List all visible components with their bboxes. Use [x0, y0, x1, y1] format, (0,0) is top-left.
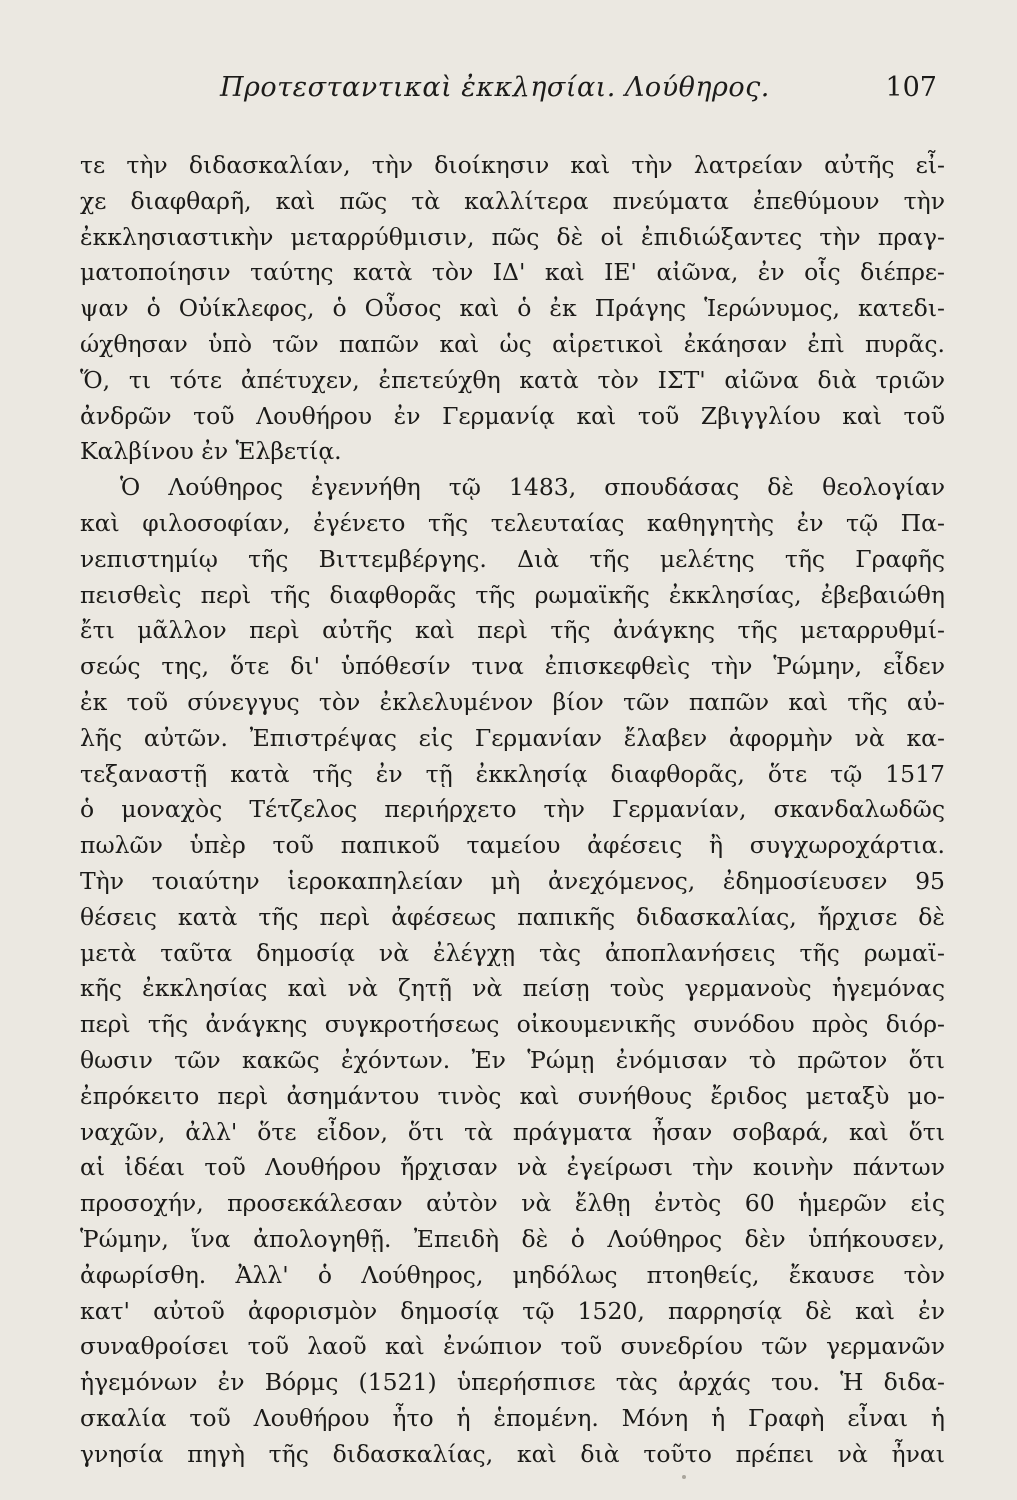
text-line: ψαν ὁ Οὐίκλεφος, ὁ Οὖσος καὶ ὁ ἐκ Πράγης Ἱερώνυμος, κατεδι-: [80, 294, 945, 323]
text-line: κατ' αὐτοῦ ἀφορισμὸν δημοσίᾳ τῷ 1520, παρρησίᾳ δὲ καὶ ἐν: [80, 1296, 945, 1325]
page-header: [80, 72, 937, 112]
text-line: τε τὴν διδασκαλίαν, τὴν διοίκησιν καὶ τὴν λατρείαν αὐτῆς εἶ-: [80, 151, 945, 179]
text-line: αἱ ἰδέαι τοῦ Λουθήρου ἤρχισαν νὰ ἐγείρωσι τὴν κοινὴν πάντων: [80, 1153, 945, 1182]
text-line: τεξαναστῇ κατὰ τῆς ἐν τῇ ἐκκλησίᾳ διαφθορᾶς, ὅτε τῷ 1517: [80, 759, 945, 788]
body-text: [80, 148, 945, 1472]
text-line: ἐκ τοῦ σύνεγγυς τὸν ἐκλελυμένον βίον τῶν παπῶν καὶ τῆς αὐ-: [80, 687, 945, 716]
text-line: ἐπρόκειτο περὶ ἀσημάντου τινὸς καὶ συνήθους ἔριδος μεταξὺ μο-: [80, 1081, 945, 1110]
text-line: ἔτι μᾶλλον περὶ αὐτῆς καὶ περὶ τῆς ἀνάγκης τῆς μεταρρυθμί-: [80, 616, 945, 645]
text-line: ἀνδρῶν τοῦ Λουθήρου ἐν Γερμανίᾳ καὶ τοῦ Ζβιγγλίου καὶ τοῦ: [80, 401, 945, 430]
text-line: ἡγεμόνων ἐν Βόρμς (1521) ὑπερήσπισε τὰς ἀρχάς του. Ἡ διδα-: [80, 1368, 945, 1397]
text-line: σκαλία τοῦ Λουθήρου ἦτο ἡ ἑπομένη. Μόνη ἡ Γραφὴ εἶναι ἡ: [80, 1403, 945, 1432]
text-line: σεώς της, ὅτε δι' ὑπόθεσίν τινα ἐπισκεφθεὶς τὴν Ῥώμην, εἶδεν: [80, 652, 945, 681]
text-line: ώχθησαν ὑπὸ τῶν παπῶν καὶ ὡς αἱρετικοὶ ἐκάησαν ἐπὶ πυρᾶς.: [80, 329, 945, 358]
text-line: ναχῶν, ἀλλ' ὅτε εἶδον, ὅτι τὰ πράγματα ἦσαν σοβαρά, καὶ ὅτι: [80, 1117, 945, 1146]
text-line: ματοποίησιν ταύτης κατὰ τὸν ΙΔ' καὶ ΙΕ' αἰῶνα, ἐν οἷς διέπρε-: [80, 258, 945, 287]
text-line: Τὴν τοιαύτην ἱεροκαπηλείαν μὴ ἀνεχόμενος, ἐδημοσίευσεν 95: [80, 866, 945, 895]
text-line: Ὁ Λούθηρος ἐγεννήθη τῷ 1483, σπουδάσας δὲ θεολογίαν: [120, 473, 945, 502]
text-line: νεπιστημίῳ τῆς Βιττεμβέργης. Διὰ τῆς μελέτης τῆς Γραφῆς: [80, 544, 945, 573]
text-line: περὶ τῆς ἀνάγκης συγκροτήσεως οἰκουμενικῆς συνόδου πρὸς διόρ-: [80, 1010, 945, 1039]
text-line: πωλῶν ὑπὲρ τοῦ παπικοῦ ταμείου ἀφέσεις ἢ συγχωροχάρτια.: [80, 831, 945, 860]
text-line: Ῥώμην, ἵνα ἀπολογηθῇ. Ἐπειδὴ δὲ ὁ Λούθηρος δὲν ὑπήκουσεν,: [80, 1224, 945, 1253]
page-number: 107: [885, 72, 937, 103]
text-line: συναθροίσει τοῦ λαοῦ καὶ ἐνώπιον τοῦ συνεδρίου τῶν γερμανῶν: [80, 1332, 945, 1361]
text-line: θέσεις κατὰ τῆς περὶ ἀφέσεως παπικῆς διδασκαλίας, ἤρχισε δὲ: [80, 902, 945, 931]
text-line: μετὰ ταῦτα δημοσίᾳ νὰ ἐλέγχῃ τὰς ἀποπλανήσεις τῆς ρωμαϊ-: [80, 938, 945, 967]
text-line: προσοχήν, προσεκάλεσαν αὐτὸν νὰ ἔλθῃ ἐντὸς 60 ἡμερῶν εἰς: [80, 1189, 945, 1218]
text-line: πεισθεὶς περὶ τῆς διαφθορᾶς τῆς ρωμαϊκῆς ἐκκλησίας, ἐβεβαιώθη: [80, 580, 945, 609]
text-line: Καλβίνου ἐν Ἑλβετίᾳ.: [80, 437, 342, 466]
text-line: Ὅ, τι τότε ἀπέτυχεν, ἐπετεύχθη κατὰ τὸν ΙΣΤ' αἰῶνα διὰ τριῶν: [80, 365, 945, 394]
text-line: θωσιν τῶν κακῶς ἐχόντων. Ἐν Ῥώμῃ ἐνόμισαν τὸ πρῶτον ὅτι: [80, 1045, 945, 1074]
text-line: χε διαφθαρῆ, καὶ πῶς τὰ καλλίτερα πνεύματα ἐπεθύμουν τὴν: [80, 186, 945, 215]
text-line: καὶ φιλοσοφίαν, ἐγένετο τῆς τελευταίας καθηγητὴς ἐν τῷ Πα-: [80, 508, 945, 537]
text-line: κῆς ἐκκλησίας καὶ νὰ ζητῇ νὰ πείσῃ τοὺς γερμανοὺς ἡγεμόνας: [80, 974, 945, 1003]
text-line: ἀφωρίσθη. Ἀλλ' ὁ Λούθηρος, μηδόλως πτοηθείς, ἔκαυσε τὸν: [80, 1260, 945, 1289]
text-line: γνησία πηγὴ τῆς διδασκαλίας, καὶ διὰ τοῦτο πρέπει νὰ ἦναι: [80, 1439, 945, 1468]
paper-speck: [682, 1475, 686, 1479]
running-head: Προτεσταντικαὶ ἐκκλησίαι. Λούθηρος.: [220, 72, 770, 103]
text-line: ἐκκλησιαστικὴν μεταρρύθμισιν, πῶς δὲ οἱ ἐπιδιώξαντες τὴν πραγ-: [80, 222, 945, 251]
text-line: λῆς αὐτῶν. Ἐπιστρέψας εἰς Γερμανίαν ἔλαβεν ἀφορμὴν νὰ κα-: [80, 723, 945, 752]
text-line: ὁ μοναχὸς Τέτζελος περιήρχετο τὴν Γερμανίαν, σκανδαλωδῶς: [80, 795, 945, 824]
